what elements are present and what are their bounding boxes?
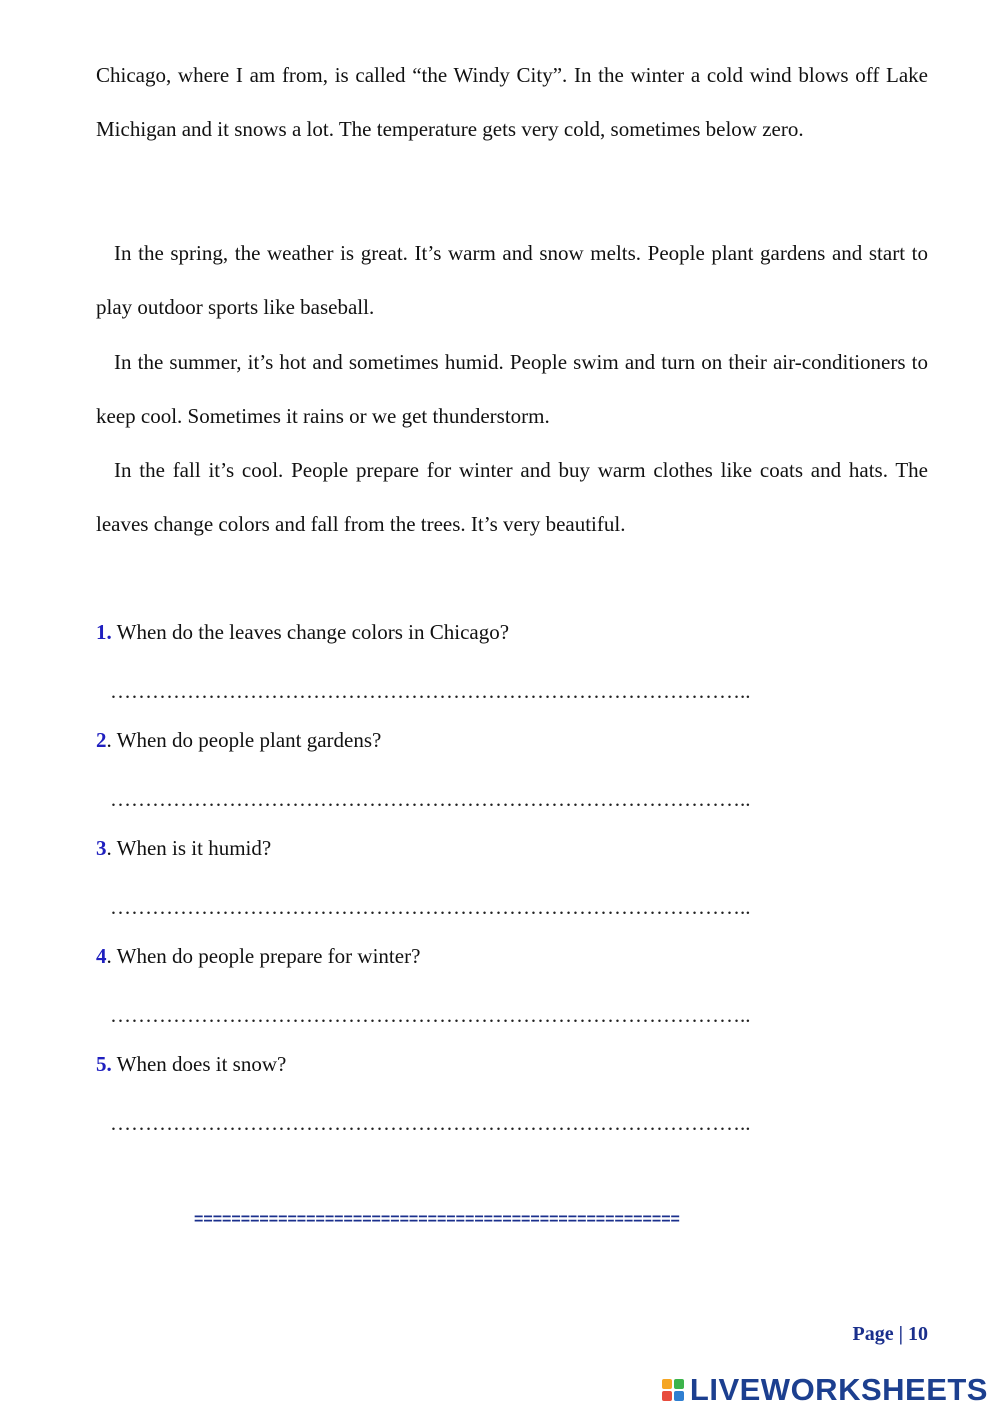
- question-1: [96, 617, 928, 647]
- question-4: [96, 941, 928, 971]
- passage-paragraph-summer: In the summer, it’s hot and sometimes humid. People swim and turn on their air-conditioners to keep cool. Sometimes it rains or we get thunderstorm.: [96, 350, 928, 428]
- answer-line-5[interactable]: ………………………………………………………………………………..: [110, 1111, 751, 1135]
- question-text: When do people prepare for winter?: [111, 944, 421, 968]
- logo-square-icon: [674, 1379, 684, 1389]
- question-text: When is it humid?: [111, 836, 272, 860]
- question-5: [96, 1049, 928, 1079]
- question-3: [96, 833, 928, 863]
- passage-paragraph-winter: Chicago, where I am from, is called “the Windy City”. In the winter a cold wind blows off Lake Michigan and it snows a lot. The temperature gets very cold, sometimes below zero.: [96, 63, 928, 141]
- question-number: 4: [96, 944, 107, 968]
- question-number-suffix: .: [106, 944, 112, 968]
- question-number: 3: [96, 836, 107, 860]
- brand-name: LIVEWORKSHEETS: [689, 1372, 988, 1407]
- question-number: 1.: [96, 620, 112, 644]
- answer-line-1[interactable]: ………………………………………………………………………………..: [110, 679, 751, 703]
- logo-square-icon: [662, 1391, 672, 1401]
- question-number: 5.: [96, 1052, 112, 1076]
- logo-square-icon: [662, 1379, 672, 1389]
- logo-square-icon: [674, 1391, 684, 1401]
- question-number-suffix: .: [106, 836, 112, 860]
- passage-paragraph-fall: In the fall it’s cool. People prepare for winter and buy warm clothes like coats and hats. The leaves change colors and fall from the trees. It’s very beautiful.: [96, 458, 928, 536]
- page-number: Page | 10: [852, 1323, 928, 1345]
- question-text: When does it snow?: [111, 1052, 287, 1076]
- question-number: 2: [96, 728, 107, 752]
- question-text: When do the leaves change colors in Chicago?: [111, 620, 510, 644]
- liveworksheets-logo[interactable]: [662, 1370, 988, 1410]
- question-text: When do people plant gardens?: [111, 728, 382, 752]
- answer-line-4[interactable]: ………………………………………………………………………………..: [110, 1003, 751, 1027]
- answer-line-3[interactable]: ………………………………………………………………………………..: [110, 895, 751, 919]
- question-number-suffix: .: [106, 728, 112, 752]
- question-2: [96, 725, 928, 755]
- liveworksheets-grid-icon: [662, 1379, 684, 1401]
- section-divider: ====================================================: [194, 1211, 680, 1228]
- answer-line-2[interactable]: ………………………………………………………………………………..: [110, 787, 751, 811]
- passage-paragraph-spring: In the spring, the weather is great. It’s warm and snow melts. People plant gardens and start to play outdoor sports like baseball.: [96, 241, 928, 319]
